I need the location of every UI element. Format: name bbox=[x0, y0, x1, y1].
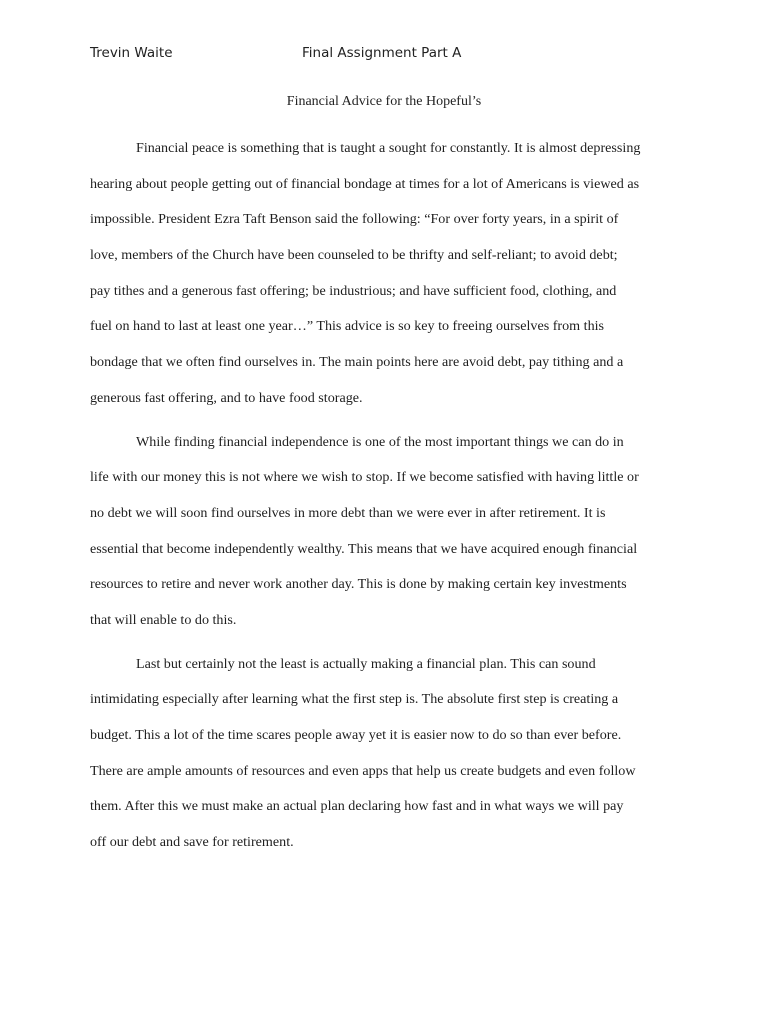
text-line: hearing about people getting out of financial bondage at times for a lot of Americans is viewed as bbox=[90, 175, 640, 192]
text-line: love, members of the Church have been counseled to be thrifty and self-reliant; to avoid debt; bbox=[90, 247, 618, 264]
document-title: Financial Advice for the Hopeful’s bbox=[286, 94, 482, 109]
text-line: budget. This a lot of the time scares people away yet it is easier now to do so than ever before. bbox=[90, 727, 622, 743]
text-line: them. After this we must make an actual plan declaring how fast and in what ways we will pay bbox=[90, 798, 624, 815]
text-line: There are ample amounts of resources and even apps that help us create budgets and even follow bbox=[90, 762, 636, 779]
text-line: off our debt and save for retirement. bbox=[90, 834, 294, 851]
text-line: essential that become independently wealthy. This means that we have acquired enough financial bbox=[90, 540, 638, 557]
text-line: generous fast offering, and to have food storage. bbox=[90, 389, 363, 406]
text-line: impossible. President Ezra Taft Benson said the following: “For over forty years, in a spirit of bbox=[90, 211, 619, 228]
text-line: fuel on hand to last at least one year…” This advice is so key to freeing ourselves from this bbox=[90, 318, 605, 335]
paragraph-spacer bbox=[90, 642, 682, 650]
text-line: bondage that we often find ourselves in. The main points here are avoid debt, pay tithing and a bbox=[90, 354, 624, 371]
text-line: that will enable to do this. bbox=[90, 611, 237, 628]
text-line: Financial peace is something that is taught a sought for constantly. It is almost depressing bbox=[136, 140, 641, 156]
text-line: Last but certainly not the least is actually making a financial plan. This can sound bbox=[136, 655, 596, 672]
text-line: life with our money this is not where we wish to stop. If we become satisfied with having little or bbox=[90, 469, 639, 486]
paragraph-spacer bbox=[90, 420, 682, 428]
assignment-title: Final Assignment Part A bbox=[302, 45, 462, 61]
paragraph-3 bbox=[90, 650, 682, 864]
document-body bbox=[90, 134, 682, 864]
text-line: resources to retire and never work another day. This is done by making certain key investments bbox=[90, 576, 627, 593]
text-line: pay tithes and a generous fast offering; be industrious; and have sufficient food, clothing, and bbox=[90, 282, 617, 299]
text-line: While finding financial independence is one of the most important things we can do in bbox=[136, 433, 624, 450]
text-line: intimidating especially after learning what the first step is. The absolute first step is creating a bbox=[90, 691, 619, 708]
paragraph-1 bbox=[90, 134, 682, 420]
text-line: no debt we will soon find ourselves in more debt than we were ever in after retirement. It is bbox=[90, 504, 606, 521]
page-header bbox=[90, 45, 690, 65]
author-name: Trevin Waite bbox=[90, 45, 173, 61]
paragraph-2 bbox=[90, 428, 682, 642]
